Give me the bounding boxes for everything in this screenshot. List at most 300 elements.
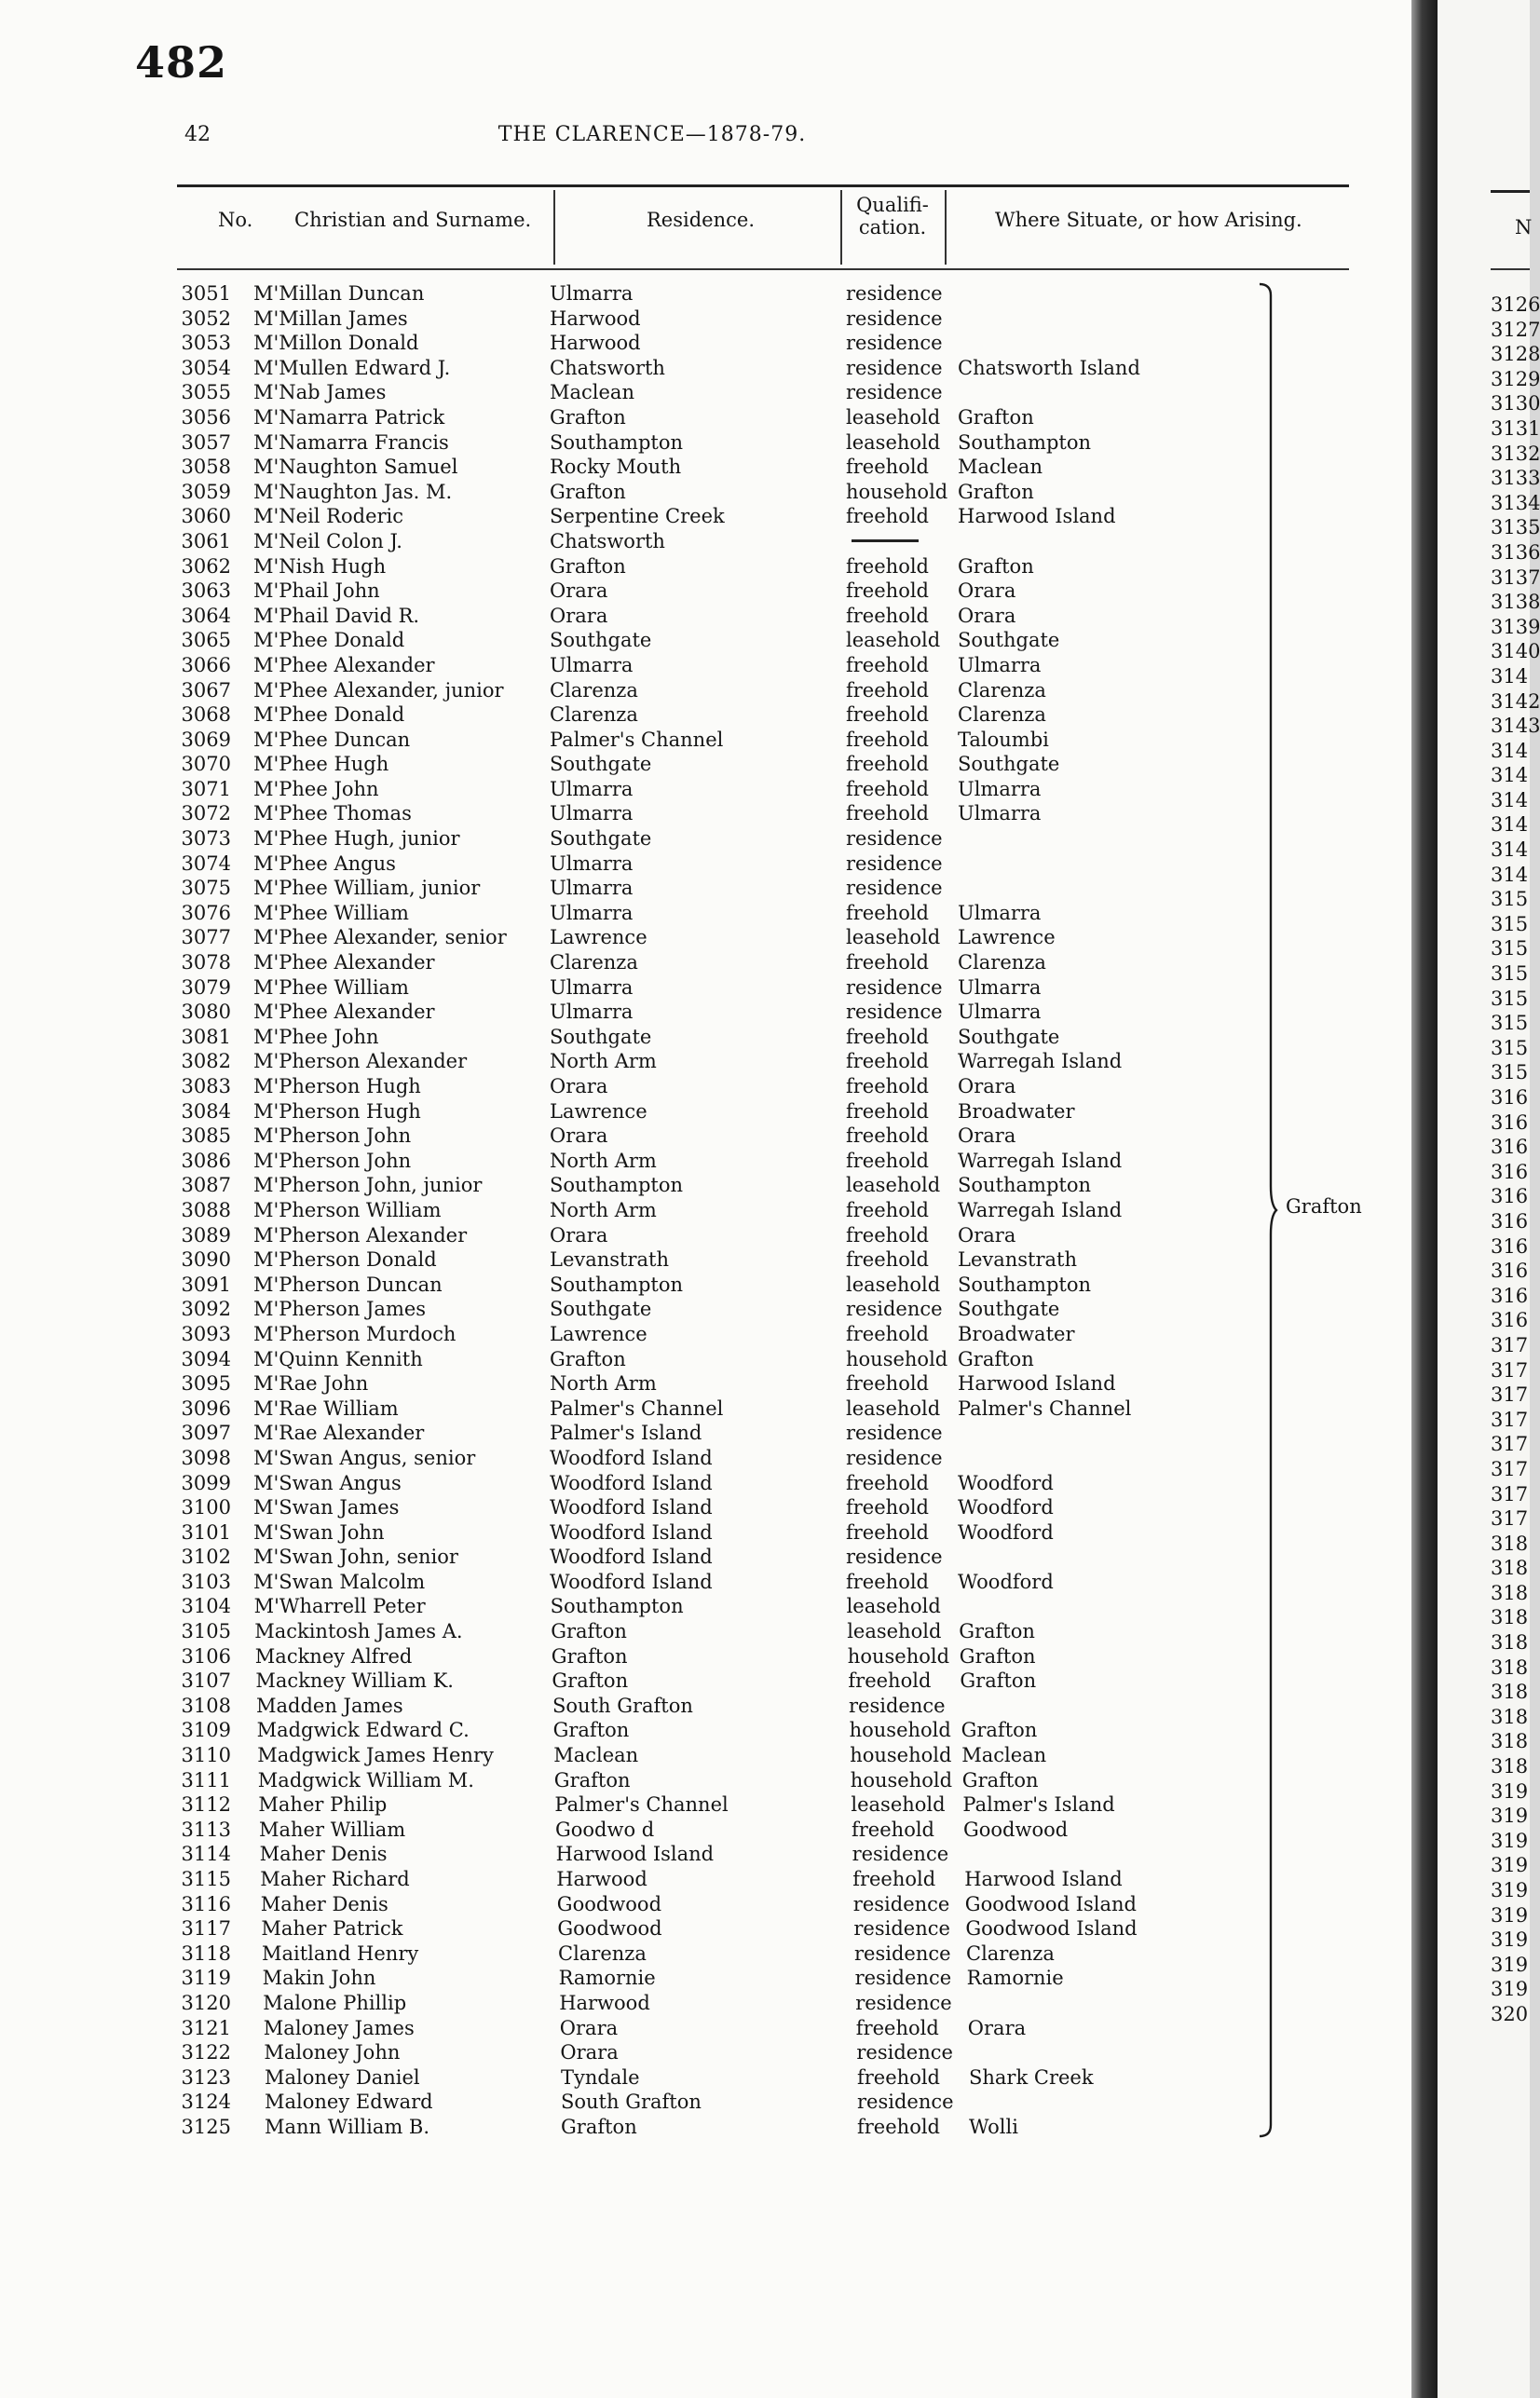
adjacent-entry-number: 319: [1491, 1953, 1529, 1976]
entry-qualification: household: [847, 1644, 950, 1668]
entry-residence: Tyndale: [561, 2065, 640, 2089]
table-row: [0, 1198, 1411, 1223]
entry-number: 3117: [181, 1917, 231, 1941]
entry-qualification: residence: [846, 282, 943, 305]
entry-number: 3061: [181, 529, 231, 552]
adjacent-entry-number: 315: [1491, 888, 1529, 911]
entry-residence: Maclean: [553, 1744, 639, 1767]
entry-location: Southgate: [958, 1298, 1060, 1321]
adjacent-entry-number: 317: [1491, 1333, 1529, 1356]
entry-residence: Harwood: [550, 307, 641, 330]
entry-name: Maloney John: [264, 2041, 401, 2064]
adjacent-entry-number: 316: [1491, 1110, 1529, 1134]
entry-name: M'Phail John: [253, 579, 380, 603]
entry-name: Maher Philip: [258, 1793, 388, 1817]
entry-qualification: leasehold: [846, 1273, 941, 1296]
entry-residence: Lawrence: [550, 926, 647, 949]
table-row: [0, 380, 1411, 405]
entry-number: 3083: [181, 1075, 231, 1097]
entry-name: M'Swan Angus, senior: [253, 1446, 476, 1469]
entry-location: Harwood Island: [958, 505, 1116, 528]
entry-residence: Harwood Island: [555, 1843, 715, 1866]
table-row: [0, 1768, 1411, 1793]
entry-number: 3062: [181, 554, 231, 578]
entry-qualification: leasehold: [846, 1174, 941, 1197]
table-row: [0, 1421, 1411, 1446]
entry-qualification: leasehold: [846, 405, 941, 429]
adjacent-entry-number: 315: [1491, 962, 1529, 986]
table-row: [0, 1669, 1411, 1694]
entry-residence: Orara: [550, 1223, 608, 1247]
entry-number: 3084: [181, 1099, 231, 1123]
entry-name: Mann William B.: [265, 2115, 430, 2138]
adjacent-entry-number: 320: [1491, 2002, 1529, 2025]
entry-residence: Goodwo d: [555, 1818, 655, 1841]
adjacent-entry-number: 314: [1491, 863, 1529, 886]
entry-residence: Orara: [550, 1124, 608, 1148]
entry-name: M'Pherson William: [253, 1198, 442, 1221]
entry-name: M'Pherson Hugh: [253, 1075, 421, 1097]
adjacent-entry-number: 316: [1491, 1309, 1529, 1332]
entry-qualification: household: [846, 1347, 948, 1370]
entry-name: M'Swan Angus: [253, 1471, 402, 1494]
entry-qualification: residence: [846, 307, 943, 330]
table-row: [0, 1025, 1411, 1050]
entry-qualification: freehold: [846, 1496, 929, 1519]
table-row: [0, 1074, 1411, 1099]
adjacent-entry-number: 314: [1491, 739, 1529, 762]
entry-residence: Orara: [560, 2041, 619, 2064]
entry-qualification: freehold: [852, 1868, 936, 1890]
table-row: [0, 604, 1411, 629]
entry-location: Southgate: [958, 753, 1060, 776]
entry-residence: Ramornie: [558, 1967, 656, 1990]
entry-name: M'Swan John: [253, 1520, 385, 1544]
entry-name: Makin John: [262, 1967, 376, 1990]
entry-qualification: residence: [852, 1892, 950, 1915]
table-row: [0, 1520, 1411, 1546]
entry-qualification: freehold: [846, 1223, 929, 1247]
table-row: [0, 2016, 1411, 2041]
table-row: [0, 1471, 1411, 1496]
entry-location: Shark Creek: [969, 2065, 1094, 2089]
entry-location: Ulmarra: [958, 777, 1042, 800]
entry-name: M'Phee Thomas: [253, 802, 412, 825]
entry-number: 3087: [181, 1174, 231, 1197]
entry-residence: Woodford Island: [550, 1520, 713, 1544]
entry-qualification: household: [850, 1768, 953, 1792]
table-row: [0, 728, 1411, 753]
adjacent-entry-number: 319: [1491, 1903, 1529, 1927]
entry-residence: Woodford Island: [550, 1446, 713, 1469]
entry-number: 3079: [181, 975, 231, 999]
table-row: [0, 1966, 1411, 1991]
entry-name: M'Phee John: [253, 777, 379, 800]
adjacent-entry-number: 315: [1491, 912, 1529, 935]
entry-number: 3088: [181, 1198, 231, 1221]
entry-number: 3122: [181, 2041, 231, 2064]
entry-residence: Ulmarra: [550, 802, 634, 825]
entry-residence: Grafton: [552, 1719, 630, 1742]
entry-name: Maloney James: [263, 2016, 415, 2039]
entry-residence: Grafton: [553, 1768, 631, 1792]
entry-residence: Lawrence: [550, 1322, 647, 1345]
entry-number: 3114: [181, 1843, 231, 1866]
entry-name: M'Phee Alexander, senior: [253, 926, 507, 949]
entry-residence: Orara: [550, 579, 608, 603]
entry-location: Grafton: [958, 1347, 1034, 1370]
entry-number: 3054: [181, 356, 231, 379]
entry-location: Warregah Island: [958, 1149, 1123, 1172]
entry-residence: North Arm: [550, 1050, 657, 1073]
table-row: [0, 1743, 1411, 1768]
table-row: [0, 801, 1411, 826]
entry-number: 3115: [181, 1868, 231, 1890]
entry-qualification: freehold: [846, 456, 929, 479]
entry-location: Ulmarra: [958, 1001, 1042, 1024]
entry-location: Woodford: [958, 1471, 1054, 1494]
table-row: [0, 1371, 1411, 1397]
entry-name: Madden James: [256, 1694, 403, 1717]
entry-residence: Palmer's Channel: [550, 1397, 724, 1420]
entry-name: M'Nish Hugh: [253, 554, 387, 578]
entry-qualification: freehold: [846, 1570, 929, 1593]
entry-name: M'Naughton Samuel: [253, 456, 458, 479]
table-row: [0, 1124, 1411, 1149]
adjacent-entry-number: 3128: [1491, 343, 1540, 366]
entry-location: Grafton: [961, 1719, 1038, 1742]
entry-name: M'Pherson Hugh: [253, 1099, 421, 1123]
entry-name: M'Phail David R.: [253, 604, 420, 627]
entry-number: 3068: [181, 703, 231, 727]
entry-location: Grafton: [959, 1620, 1035, 1643]
table-row: [0, 504, 1411, 529]
entry-location: Grafton: [960, 1669, 1037, 1693]
entry-qualification: residence: [846, 1546, 943, 1569]
table-row: [0, 1273, 1411, 1298]
entry-residence: Ulmarra: [550, 282, 634, 305]
entry-name: Madgwick Edward C.: [256, 1719, 470, 1742]
adjacent-entry-number: 318: [1491, 1606, 1529, 1629]
adjacent-entry-number: 3133: [1491, 467, 1540, 490]
entry-name: Madgwick William M.: [257, 1768, 474, 1792]
entry-qualification: freehold: [846, 901, 929, 924]
entry-name: Maloney Edward: [265, 2091, 433, 2114]
entry-number: 3072: [181, 802, 231, 825]
entry-number: 3096: [181, 1397, 231, 1420]
entry-qualification: freehold: [855, 2016, 939, 2039]
entry-number: 3121: [181, 2016, 231, 2039]
entry-number: 3098: [181, 1446, 231, 1469]
entry-number: 3066: [181, 653, 231, 676]
entry-qualification: freehold: [846, 802, 929, 825]
adjacent-entry-number: 318: [1491, 1631, 1529, 1655]
entry-qualification: leasehold: [847, 1620, 942, 1643]
adjacent-entry-number: 3127: [1491, 318, 1540, 341]
entry-location: Clarenza: [958, 951, 1046, 974]
adjacent-entry-number: 314: [1491, 813, 1529, 837]
adjacent-entry-number: 3132: [1491, 442, 1540, 465]
entry-name: M'Phee Hugh: [253, 753, 389, 776]
entry-number: 3075: [181, 877, 231, 900]
page-number: 42: [184, 123, 211, 146]
entry-residence: Southgate: [550, 827, 652, 851]
table-row: [0, 950, 1411, 975]
table-row: [0, 975, 1411, 1001]
entry-qualification: freehold: [846, 777, 929, 800]
entry-location: Broadwater: [958, 1099, 1075, 1123]
entry-residence: North Arm: [550, 1372, 657, 1396]
entry-location: Grafton: [958, 480, 1034, 503]
adjacent-entry-number: 3134: [1491, 491, 1540, 514]
entry-qualification: residence: [849, 1694, 946, 1717]
entry-name: M'Phee Donald: [253, 629, 405, 652]
entry-name: Maher William: [259, 1818, 406, 1841]
entry-residence: South Grafton: [552, 1694, 693, 1717]
table-row: [0, 1223, 1411, 1248]
table-row: [0, 1892, 1411, 1917]
adjacent-entry-number: 319: [1491, 1829, 1529, 1852]
adjacent-entry-number: 3129: [1491, 367, 1540, 390]
adjacent-entry-number: 3138: [1491, 591, 1540, 614]
adjacent-entry-number: 315: [1491, 1061, 1529, 1084]
entry-name: Maitland Henry: [262, 1942, 419, 1965]
entry-residence: Clarenza: [550, 951, 638, 974]
entry-residence: Chatsworth: [550, 529, 665, 552]
table-row: [0, 307, 1411, 332]
entry-location: Goodwood Island: [965, 1917, 1138, 1941]
table-row: [0, 1991, 1411, 2016]
entry-number: 3089: [181, 1223, 231, 1247]
table-row: [0, 455, 1411, 480]
entry-location: Lawrence: [958, 926, 1056, 949]
entry-qualification: freehold: [846, 1471, 929, 1494]
entry-qualification: residence: [846, 975, 943, 999]
header-residence: Residence.: [647, 209, 755, 231]
entry-qualification: freehold: [846, 579, 929, 603]
entry-name: M'Pherson Murdoch: [253, 1322, 457, 1345]
adjacent-entry-number: 315: [1491, 987, 1529, 1010]
entry-name: M'Pherson John: [253, 1124, 412, 1148]
entry-number: 3095: [181, 1372, 231, 1396]
table-row: [0, 1818, 1411, 1843]
entry-residence: Orara: [559, 2016, 619, 2039]
entry-qualification: freehold: [846, 1322, 929, 1345]
entry-number: 3090: [181, 1248, 231, 1272]
entry-qualification: freehold: [846, 753, 929, 776]
entry-number: 3123: [181, 2065, 231, 2089]
entry-residence: Palmer's Channel: [554, 1793, 729, 1817]
entry-qualification: freehold: [846, 703, 929, 727]
entry-qualification: residence: [857, 2091, 954, 2114]
entry-name: M'Naughton Jas. M.: [253, 480, 453, 503]
entry-qualification: residence: [846, 332, 943, 355]
entry-qualification: residence: [852, 1843, 949, 1866]
entry-name: M'Phee Alexander, junior: [253, 678, 504, 702]
entry-residence: North Arm: [550, 1198, 657, 1221]
entry-residence: Ulmarra: [550, 1001, 634, 1024]
entry-qualification: freehold: [846, 728, 929, 751]
entry-name: M'Neil Roderic: [253, 505, 404, 528]
table-row: [0, 1718, 1411, 1743]
adjacent-entry-number: 318: [1491, 1681, 1529, 1704]
entry-residence: Southampton: [550, 1595, 684, 1618]
adjacent-entry-number: 3137: [1491, 565, 1540, 589]
header-divider: [553, 190, 555, 265]
adjacent-entry-number: 3139: [1491, 615, 1540, 638]
table-row: [0, 1867, 1411, 1892]
entry-name: M'Phee William: [253, 975, 409, 999]
entry-location: Wolli: [969, 2115, 1018, 2138]
entry-residence: Clarenza: [558, 1942, 647, 1965]
entry-name: M'Phee Alexander: [253, 1001, 435, 1024]
adjacent-entry-number: 316: [1491, 1284, 1529, 1307]
entry-location: Goodwood Island: [964, 1892, 1137, 1915]
entry-qualification: residence: [846, 1446, 943, 1469]
entry-number: 3112: [181, 1793, 231, 1817]
entry-qualification: residence: [846, 1298, 943, 1321]
table-row: [0, 1247, 1411, 1273]
entry-location: Woodford: [958, 1570, 1054, 1593]
entry-number: 3103: [181, 1570, 231, 1593]
entry-name: Mackney Alfred: [254, 1644, 413, 1668]
entry-qualification: residence: [856, 2041, 953, 2064]
entry-residence: Lawrence: [550, 1099, 647, 1123]
table-row: [0, 1397, 1411, 1422]
entry-name: M'Phee Hugh, junior: [253, 827, 460, 851]
entry-location: Grafton: [959, 1644, 1036, 1668]
entry-location: Orara: [958, 1124, 1016, 1148]
table-row: [0, 480, 1411, 505]
entry-number: 3102: [181, 1546, 231, 1569]
entry-name: M'Namarra Patrick: [253, 405, 445, 429]
adjacent-entry-number: 317: [1491, 1482, 1529, 1506]
entry-location: Taloumbi: [958, 728, 1049, 751]
entry-location: Warregah Island: [958, 1050, 1123, 1073]
entry-name: M'Mullen Edward J.: [253, 356, 451, 379]
entry-number: 3073: [181, 827, 231, 851]
entry-qualification: freehold: [846, 1050, 929, 1073]
entry-name: M'Neil Colon J.: [253, 529, 402, 552]
entry-name: M'Phee Angus: [253, 852, 396, 875]
adjacent-entry-number: 319: [1491, 1854, 1529, 1877]
entry-qualification: residence: [854, 1967, 952, 1990]
entry-qualification: freehold: [848, 1669, 932, 1693]
entry-number: 3124: [181, 2091, 231, 2114]
table-row: [0, 1049, 1411, 1074]
entry-qualification: residence: [846, 877, 943, 900]
table-row: [0, 653, 1411, 678]
entry-name: Madgwick James Henry: [257, 1744, 494, 1767]
qualification-dash: [852, 539, 919, 542]
entry-number: 3120: [181, 1991, 231, 2014]
entry-location: Clarenza: [958, 703, 1046, 727]
entry-number: 3064: [181, 604, 231, 627]
table-row: [0, 876, 1411, 901]
entry-qualification: freehold: [846, 1025, 929, 1048]
entry-residence: Clarenza: [550, 678, 638, 702]
header-top-rule: [177, 184, 1349, 187]
folio-number: 482: [135, 37, 228, 88]
adjacent-entry-number: 314: [1491, 838, 1529, 862]
entry-location: Ulmarra: [958, 901, 1042, 924]
entry-number: 3097: [181, 1422, 231, 1445]
table-row: [0, 1570, 1411, 1595]
entry-number: 3063: [181, 579, 231, 603]
entry-qualification: residence: [846, 1001, 943, 1024]
table-row: [0, 1942, 1411, 1967]
entry-residence: Ulmarra: [550, 852, 634, 875]
entry-name: Maloney Daniel: [265, 2065, 420, 2089]
adjacent-entry-number: 314: [1491, 764, 1529, 787]
entry-number: 3067: [181, 678, 231, 702]
entry-name: M'Phee Duncan: [253, 728, 411, 751]
entry-number: 3109: [181, 1719, 231, 1742]
entry-number: 3125: [181, 2115, 231, 2138]
entry-name: M'Rae William: [253, 1397, 399, 1420]
entry-name: M'Swan James: [253, 1496, 400, 1519]
table-row: [0, 752, 1411, 777]
header-no: No.: [218, 209, 253, 231]
entry-residence: Ulmarra: [550, 777, 634, 800]
entry-number: 3085: [181, 1124, 231, 1148]
adjacent-entry-number: 318: [1491, 1755, 1529, 1778]
entry-qualification: freehold: [846, 1248, 929, 1272]
adjacent-entry-number: 316: [1491, 1209, 1529, 1233]
entry-location: Orara: [958, 604, 1016, 627]
header-divider: [945, 190, 947, 265]
entry-number: 3078: [181, 951, 231, 974]
entry-number: 3070: [181, 753, 231, 776]
entry-number: 3119: [181, 1967, 231, 1990]
entry-number: 3101: [181, 1520, 231, 1544]
entry-qualification: freehold: [846, 1198, 929, 1221]
entry-number: 3113: [181, 1818, 231, 1841]
table-row: [0, 1495, 1411, 1520]
table-row: [0, 1099, 1411, 1124]
entry-name: M'Swan Malcolm: [253, 1570, 426, 1593]
entry-location: Clarenza: [958, 678, 1046, 702]
entry-location: Southgate: [958, 1025, 1060, 1048]
adjacent-entry-number: 317: [1491, 1408, 1529, 1431]
entry-qualification: residence: [853, 1917, 950, 1941]
entry-name: M'Pherson John, junior: [253, 1174, 483, 1197]
entry-location: Orara: [958, 579, 1016, 603]
entry-qualification: residence: [854, 1942, 951, 1965]
table-row: [0, 1149, 1411, 1174]
adjacent-page-rule: [1491, 190, 1530, 193]
entry-residence: Southampton: [550, 430, 684, 454]
table-row: [0, 2065, 1411, 2091]
table-row: [0, 1297, 1411, 1322]
header-bottom-rule: [177, 268, 1349, 270]
entry-residence: Grafton: [552, 1669, 629, 1693]
entry-qualification: freehold: [846, 554, 929, 578]
table-row: [0, 826, 1411, 852]
table-row: [0, 356, 1411, 381]
adjacent-entry-number: 315: [1491, 1036, 1529, 1059]
adjacent-entry-number: 3142: [1491, 689, 1540, 713]
entry-location: Orara: [967, 2016, 1027, 2039]
entry-name: M'Phee Donald: [253, 703, 405, 727]
entry-name: M'Pherson Alexander: [253, 1223, 468, 1247]
entry-qualification: household: [850, 1744, 952, 1767]
entry-number: 3077: [181, 926, 231, 949]
entry-number: 3092: [181, 1298, 231, 1321]
table-row: [0, 2115, 1411, 2140]
table-row: [0, 430, 1411, 456]
entry-name: M'Phee William, junior: [253, 877, 481, 900]
